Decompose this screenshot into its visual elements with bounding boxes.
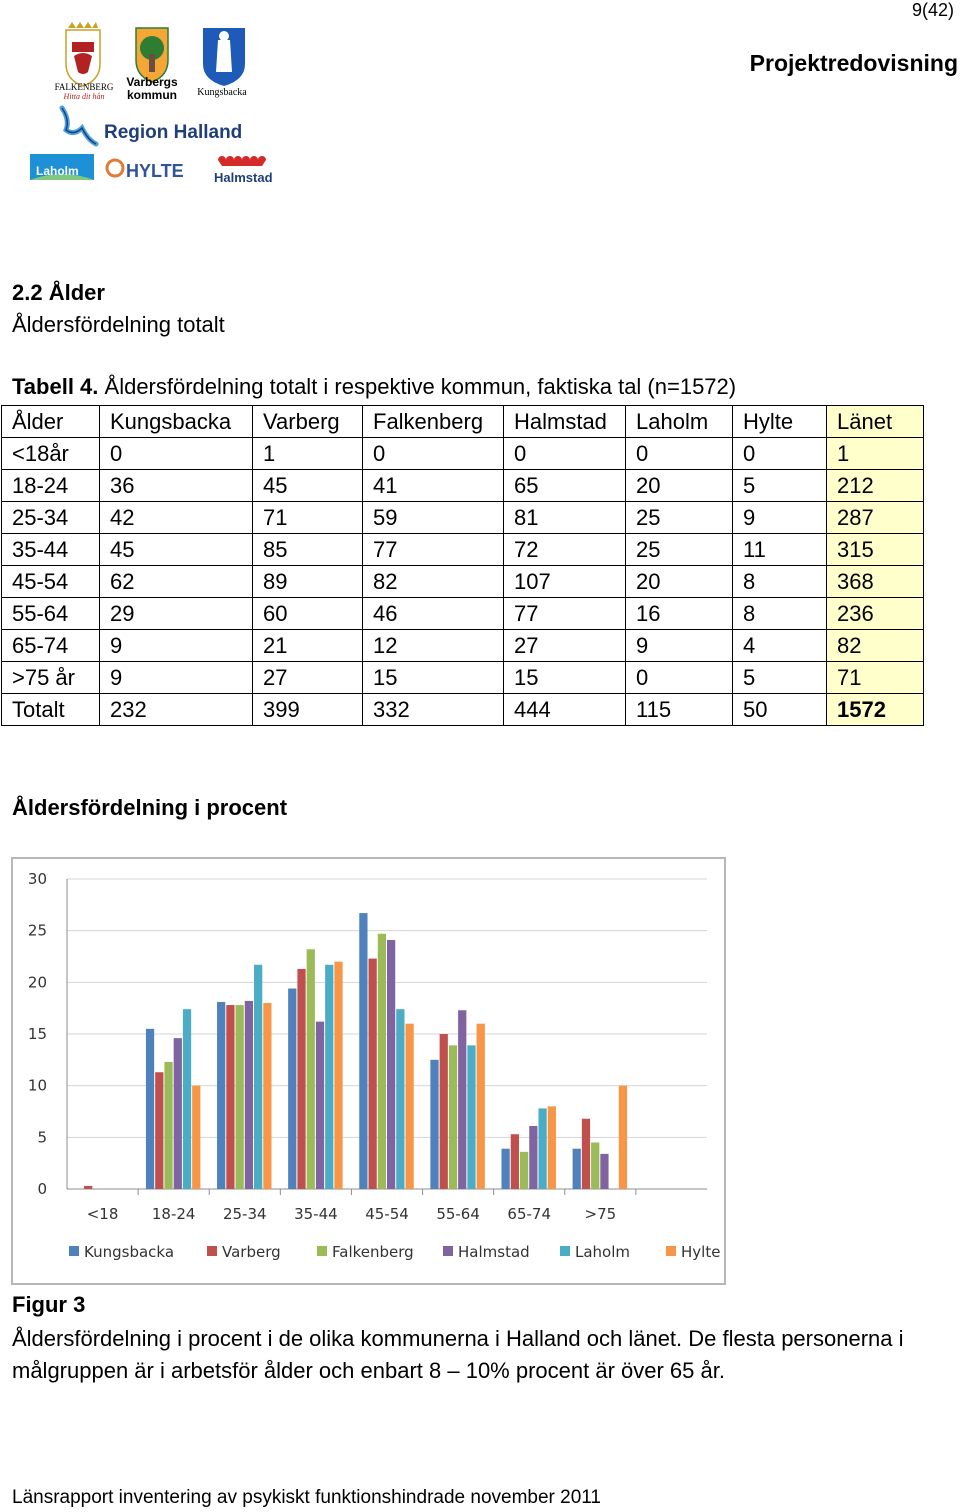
table-cell: 444 bbox=[504, 694, 626, 726]
table-cell: 9 bbox=[626, 630, 733, 662]
bar bbox=[245, 1001, 253, 1189]
table-cell: 212 bbox=[827, 470, 924, 502]
table-cell: <18år bbox=[2, 438, 100, 470]
table-header-cell: Laholm bbox=[626, 406, 733, 438]
bar bbox=[405, 1024, 413, 1189]
legend-label: Laholm bbox=[575, 1243, 631, 1261]
bar bbox=[477, 1024, 485, 1189]
table-row bbox=[2, 502, 924, 534]
table-cell: 15 bbox=[504, 662, 626, 694]
table-cell: 62 bbox=[100, 566, 253, 598]
table-cell: 368 bbox=[827, 566, 924, 598]
bar bbox=[263, 1003, 271, 1189]
chart-heading: Åldersfördelning i procent bbox=[12, 795, 288, 820]
table-cell: 0 bbox=[100, 438, 253, 470]
table-cell: 315 bbox=[827, 534, 924, 566]
table-row bbox=[2, 438, 924, 470]
bar bbox=[288, 989, 296, 1189]
municipality-logos bbox=[22, 20, 282, 190]
varberg-name-1: Varbergs bbox=[126, 75, 178, 89]
bar bbox=[146, 1029, 154, 1189]
bar bbox=[378, 934, 386, 1189]
table-cell: 0 bbox=[733, 438, 827, 470]
region-halland-logo bbox=[62, 108, 242, 144]
table-caption-label: Tabell 4. bbox=[12, 374, 99, 399]
table-cell: 11 bbox=[733, 534, 827, 566]
table-header-cell: Ålder bbox=[2, 406, 100, 438]
bar bbox=[155, 1072, 163, 1189]
legend-swatch bbox=[69, 1246, 79, 1256]
table-cell: 9 bbox=[100, 630, 253, 662]
bar bbox=[591, 1143, 599, 1190]
bar bbox=[387, 940, 395, 1189]
bar bbox=[254, 965, 262, 1189]
legend-swatch bbox=[443, 1246, 453, 1256]
table-cell: 27 bbox=[253, 662, 363, 694]
bar bbox=[501, 1149, 509, 1189]
legend-label: Hylte bbox=[681, 1243, 721, 1261]
table-cell: 5 bbox=[733, 470, 827, 502]
table-header-cell: Falkenberg bbox=[363, 406, 504, 438]
table-cell: 20 bbox=[626, 470, 733, 502]
bar bbox=[529, 1126, 537, 1189]
table-cell: 82 bbox=[827, 630, 924, 662]
table-cell: 15 bbox=[363, 662, 504, 694]
bar bbox=[396, 1009, 404, 1189]
age-distribution-table bbox=[1, 405, 924, 726]
x-tick-label: <18 bbox=[86, 1205, 119, 1223]
figure-caption: Åldersfördelning i procent i de olika kommunerna i Halland och länet. De flesta personerna i målgruppen är i arbetsför ålder och enbart 8 – 10% procent är över 65 år. bbox=[12, 1326, 904, 1383]
table-cell: 65 bbox=[504, 470, 626, 502]
kungsbacka-name: Kungsbacka bbox=[197, 87, 247, 98]
table-cell: 25-34 bbox=[2, 502, 100, 534]
bar bbox=[84, 1186, 92, 1189]
bar bbox=[538, 1108, 546, 1189]
legend-swatch bbox=[560, 1246, 570, 1256]
table-cell: 42 bbox=[100, 502, 253, 534]
table-cell: 25 bbox=[626, 534, 733, 566]
table-cell: Totalt bbox=[2, 694, 100, 726]
table-cell: 18-24 bbox=[2, 470, 100, 502]
page-footer: Länsrapport inventering av psykiskt funktionshindrade november 2011 bbox=[12, 1487, 601, 1508]
bar bbox=[226, 1005, 234, 1189]
halmstad-logo bbox=[214, 156, 273, 185]
bar bbox=[192, 1086, 200, 1189]
table-cell: 29 bbox=[100, 598, 253, 630]
table-cell: 46 bbox=[363, 598, 504, 630]
table-cell: 0 bbox=[504, 438, 626, 470]
chart-svg bbox=[13, 859, 724, 1283]
bar bbox=[334, 962, 342, 1189]
table-row bbox=[2, 534, 924, 566]
figure-label: Figur 3 bbox=[12, 1292, 86, 1317]
region-halland-name: Region Halland bbox=[104, 122, 243, 143]
table-cell: 0 bbox=[363, 438, 504, 470]
table-cell: 27 bbox=[504, 630, 626, 662]
legend-swatch bbox=[317, 1246, 327, 1256]
section-subtitle: Åldersfördelning totalt bbox=[12, 312, 225, 337]
table-cell: 21 bbox=[253, 630, 363, 662]
legend-label: Halmstad bbox=[458, 1243, 530, 1261]
bar bbox=[440, 1034, 448, 1189]
bar bbox=[511, 1134, 519, 1189]
table-header-cell: Halmstad bbox=[504, 406, 626, 438]
table-cell: 12 bbox=[363, 630, 504, 662]
bar bbox=[369, 959, 377, 1189]
table-cell: 65-74 bbox=[2, 630, 100, 662]
table-cell: 399 bbox=[253, 694, 363, 726]
table-cell: 25 bbox=[626, 502, 733, 534]
bar bbox=[164, 1062, 172, 1189]
halmstad-name: Halmstad bbox=[214, 170, 273, 185]
table-cell: 107 bbox=[504, 566, 626, 598]
section-heading: 2.2 Ålder bbox=[12, 280, 105, 305]
bar bbox=[582, 1119, 590, 1189]
x-tick-label: 18-24 bbox=[151, 1205, 196, 1223]
y-tick-label: 10 bbox=[27, 1076, 47, 1095]
table-cell: 0 bbox=[626, 662, 733, 694]
table-row bbox=[2, 662, 924, 694]
age-percent-chart bbox=[11, 857, 726, 1285]
bar bbox=[217, 1002, 225, 1189]
table-cell: 0 bbox=[626, 438, 733, 470]
table-header-cell: Varberg bbox=[253, 406, 363, 438]
table-total-row bbox=[2, 694, 924, 726]
document-title: Projektredovisning bbox=[749, 50, 958, 76]
kungsbacka-logo bbox=[197, 28, 247, 98]
page-number: 9(42) bbox=[911, 0, 954, 20]
table-cell: >75 år bbox=[2, 662, 100, 694]
table-cell: 35-44 bbox=[2, 534, 100, 566]
table-cell: 77 bbox=[504, 598, 626, 630]
x-tick-label: >75 bbox=[584, 1205, 617, 1223]
y-tick-label: 5 bbox=[37, 1128, 47, 1147]
x-tick-label: 35-44 bbox=[294, 1205, 338, 1223]
table-cell: 287 bbox=[827, 502, 924, 534]
table-cell: 1572 bbox=[827, 694, 924, 726]
table-cell: 9 bbox=[733, 502, 827, 534]
table-row bbox=[2, 566, 924, 598]
y-tick-label: 0 bbox=[37, 1180, 47, 1198]
table-row bbox=[2, 470, 924, 502]
table-cell: 85 bbox=[253, 534, 363, 566]
table-row bbox=[2, 598, 924, 630]
y-tick-label: 20 bbox=[27, 973, 47, 992]
hylte-logo bbox=[107, 160, 184, 181]
bar bbox=[573, 1149, 581, 1189]
table-cell: 71 bbox=[253, 502, 363, 534]
bar bbox=[297, 969, 305, 1189]
legend-label: Varberg bbox=[222, 1243, 281, 1261]
laholm-name: Laholm bbox=[36, 164, 79, 178]
legend-swatch bbox=[207, 1246, 217, 1256]
bar bbox=[325, 965, 333, 1189]
table-cell: 20 bbox=[626, 566, 733, 598]
y-tick-label: 15 bbox=[27, 1025, 47, 1043]
falkenberg-tagline: Hitta dit hån bbox=[63, 92, 105, 101]
bar bbox=[619, 1086, 627, 1189]
table-cell: 71 bbox=[827, 662, 924, 694]
bar bbox=[174, 1038, 182, 1189]
table-cell: 81 bbox=[504, 502, 626, 534]
table-cell: 45 bbox=[100, 534, 253, 566]
table-cell: 9 bbox=[100, 662, 253, 694]
table-cell: 332 bbox=[363, 694, 504, 726]
x-tick-label: 55-64 bbox=[436, 1205, 480, 1223]
bar bbox=[316, 1022, 324, 1189]
table-cell: 72 bbox=[504, 534, 626, 566]
table-cell: 5 bbox=[733, 662, 827, 694]
table-cell: 36 bbox=[100, 470, 253, 502]
table-cell: 4 bbox=[733, 630, 827, 662]
varberg-logo bbox=[126, 28, 178, 102]
bar bbox=[430, 1060, 438, 1189]
table-cell: 1 bbox=[827, 438, 924, 470]
table-header-cell: Länet bbox=[827, 406, 924, 438]
bar bbox=[183, 1009, 191, 1189]
bar bbox=[449, 1045, 457, 1189]
hylte-name: HYLTE bbox=[126, 161, 184, 181]
table-cell: 115 bbox=[626, 694, 733, 726]
bar bbox=[236, 1005, 244, 1189]
table-row bbox=[2, 630, 924, 662]
x-tick-label: 45-54 bbox=[365, 1205, 409, 1223]
bar bbox=[548, 1106, 556, 1189]
legend-label: Falkenberg bbox=[332, 1243, 414, 1261]
bar bbox=[520, 1152, 528, 1189]
table-header-cell: Hylte bbox=[733, 406, 827, 438]
x-tick-label: 65-74 bbox=[507, 1205, 552, 1223]
legend-label: Kungsbacka bbox=[84, 1243, 175, 1261]
bar bbox=[307, 949, 315, 1189]
table-header-cell: Kungsbacka bbox=[100, 406, 253, 438]
table-cell: 8 bbox=[733, 598, 827, 630]
y-tick-label: 30 bbox=[27, 870, 47, 888]
table-cell: 82 bbox=[363, 566, 504, 598]
table-cell: 1 bbox=[253, 438, 363, 470]
laholm-logo bbox=[30, 154, 94, 180]
table-caption-text: Åldersfördelning totalt i respektive kommun, faktiska tal (n=1572) bbox=[98, 374, 737, 399]
table-cell: 16 bbox=[626, 598, 733, 630]
table-cell: 55-64 bbox=[2, 598, 100, 630]
legend-swatch bbox=[666, 1246, 676, 1256]
table-cell: 41 bbox=[363, 470, 504, 502]
varberg-name-2: kommun bbox=[126, 88, 178, 102]
table-cell: 45-54 bbox=[2, 566, 100, 598]
bar bbox=[359, 913, 367, 1189]
table-cell: 77 bbox=[363, 534, 504, 566]
x-tick-label: 25-34 bbox=[222, 1205, 267, 1223]
bar bbox=[467, 1045, 475, 1189]
y-tick-label: 25 bbox=[27, 921, 47, 940]
table-cell: 236 bbox=[827, 598, 924, 630]
falkenberg-logo bbox=[55, 22, 114, 101]
table-cell: 59 bbox=[363, 502, 504, 534]
table-cell: 8 bbox=[733, 566, 827, 598]
bar bbox=[600, 1154, 608, 1189]
falkenberg-name: FALKENBERG bbox=[54, 82, 114, 92]
table-cell: 60 bbox=[253, 598, 363, 630]
table-cell: 45 bbox=[253, 470, 363, 502]
table-caption bbox=[12, 374, 736, 400]
table-cell: 89 bbox=[253, 566, 363, 598]
table-header-row bbox=[2, 406, 924, 438]
table-cell: 232 bbox=[100, 694, 253, 726]
bar bbox=[458, 1010, 466, 1189]
table-cell: 50 bbox=[733, 694, 827, 726]
